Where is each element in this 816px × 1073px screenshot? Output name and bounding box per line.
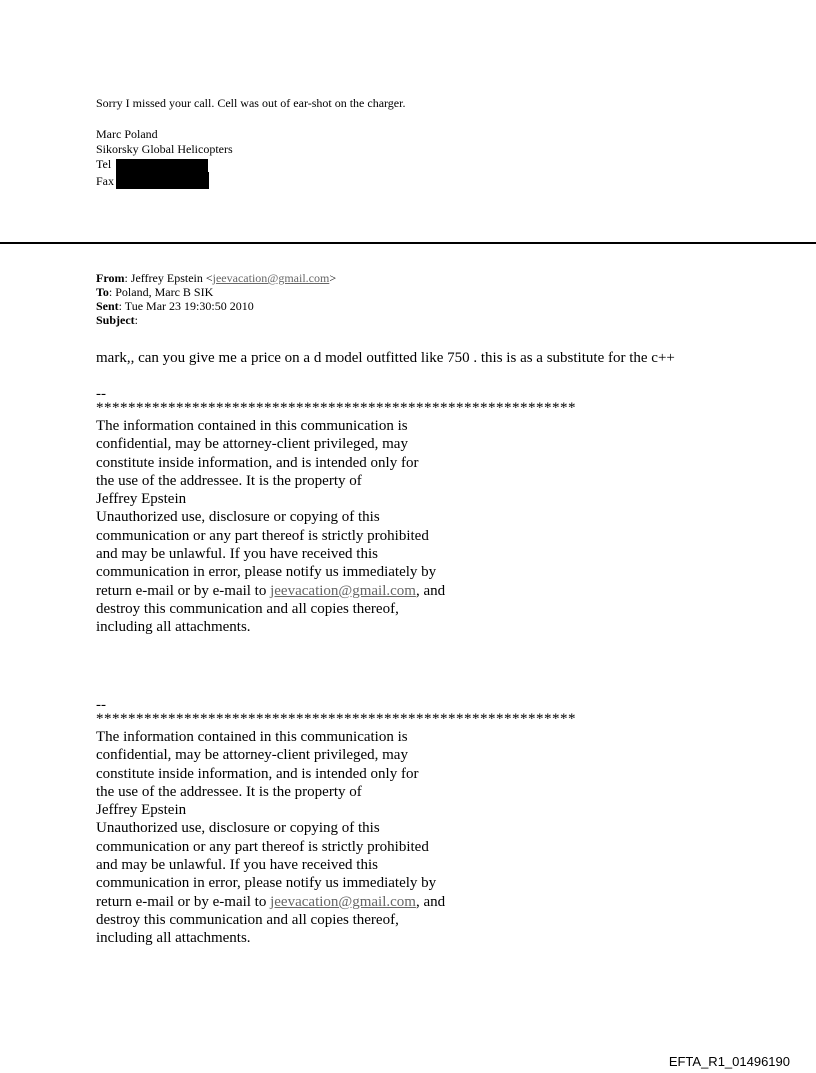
disclaimer-line: Jeffrey Epstein [96,802,187,819]
disclaimer-email-line [96,893,576,911]
email-prefix: return e-mail or by e-mail to [96,582,271,599]
document-id: EFTA_R1_01496190 [668,1054,790,1069]
to-label: To [96,285,109,299]
disclaimer-line: the use of the addressee. It is the property of [96,783,362,800]
disclaimer-line: constitute inside information, and is intended only for [96,765,419,782]
disclaimer-line: Jeffrey Epstein [96,491,187,508]
sent-label: Sent [96,299,119,313]
email-suffix: , and [415,893,446,910]
from-name: Jeffrey Epstein < [130,271,213,285]
disclaimer-line: and may be unlawful. If you have received this [96,546,378,563]
disclaimer-email-line [96,582,576,600]
disclaimer-block [96,387,576,637]
disclaimer-line: communication in error, please notify us immediately by [96,875,437,892]
disclaimer-line: The information contained in this communication is [96,418,408,434]
horizontal-divider [0,242,816,244]
disclaimer-email-link[interactable]: jeevacation@gmail.com [270,893,416,910]
disclaimer-line: destroy this communication and all copies thereof, [96,600,399,617]
disclaimer-line: including all attachments. [96,619,251,636]
disclaimer-line: the use of the addressee. It is the property of [96,472,362,489]
from-header: From: Jeffrey Epstein <jeevacation@gmail.com> [96,271,337,285]
separator-dash: -- [96,697,106,713]
signature-name: Marc Poland [96,127,158,141]
separator-stars: ************************************************************ [96,400,576,416]
redaction-box [116,172,209,189]
from-close: > [329,271,337,285]
disclaimer-line: communication or any part thereof is strictly prohibited [96,838,429,855]
email-suffix: , and [415,582,446,599]
redaction-box [116,159,208,172]
to-header: To: Poland, Marc B SIK [96,285,214,299]
reply-message [96,96,405,111]
disclaimer-line: Unauthorized use, disclosure or copying of this [96,509,380,526]
disclaimer-line: including all attachments. [96,930,251,947]
disclaimer-line: Unauthorized use, disclosure or copying of this [96,820,380,837]
tel-label: Tel [96,157,112,171]
disclaimer-email-link[interactable]: jeevacation@gmail.com [270,582,416,599]
to-value: Poland, Marc B SIK [115,285,214,299]
email-headers [96,271,336,327]
from-label: From [96,271,125,285]
sent-value: Tue Mar 23 19:30:50 2010 [124,299,254,313]
sent-header: Sent: Tue Mar 23 19:30:50 2010 [96,299,254,313]
signature-company: Sikorsky Global Helicopters [96,142,233,156]
disclaimer-line: and may be unlawful. If you have received this [96,857,378,874]
disclaimer-line: destroy this communication and all copies thereof, [96,911,399,928]
disclaimer-line: communication in error, please notify us immediately by [96,564,437,581]
subject-label: Subject [96,313,135,327]
from-email-link[interactable]: jeevacation@gmail.com [212,271,330,285]
disclaimer-block [96,698,576,948]
subject-header: Subject: [96,313,139,327]
signature-block [96,127,233,189]
disclaimer-line: confidential, may be attorney-client privileged, may [96,747,408,764]
email-body [96,349,675,367]
separator-dash: -- [96,386,106,402]
disclaimer-line: confidential, may be attorney-client privileged, may [96,436,408,453]
separator-stars: ************************************************************ [96,711,576,727]
signature-tel [96,157,233,172]
signature-fax [96,174,233,189]
email-body-text: mark,, can you give me a price on a d model outfitted like 750 . this is as a substitute for the c++ [96,350,675,366]
disclaimer-line: constitute inside information, and is intended only for [96,454,419,471]
email-prefix: return e-mail or by e-mail to [96,893,271,910]
disclaimer-line: The information contained in this communication is [96,729,408,745]
disclaimer-line: communication or any part thereof is strictly prohibited [96,527,429,544]
fax-label: Fax [96,174,114,188]
reply-text: Sorry I missed your call. Cell was out of ear-shot on the charger. [96,96,406,110]
